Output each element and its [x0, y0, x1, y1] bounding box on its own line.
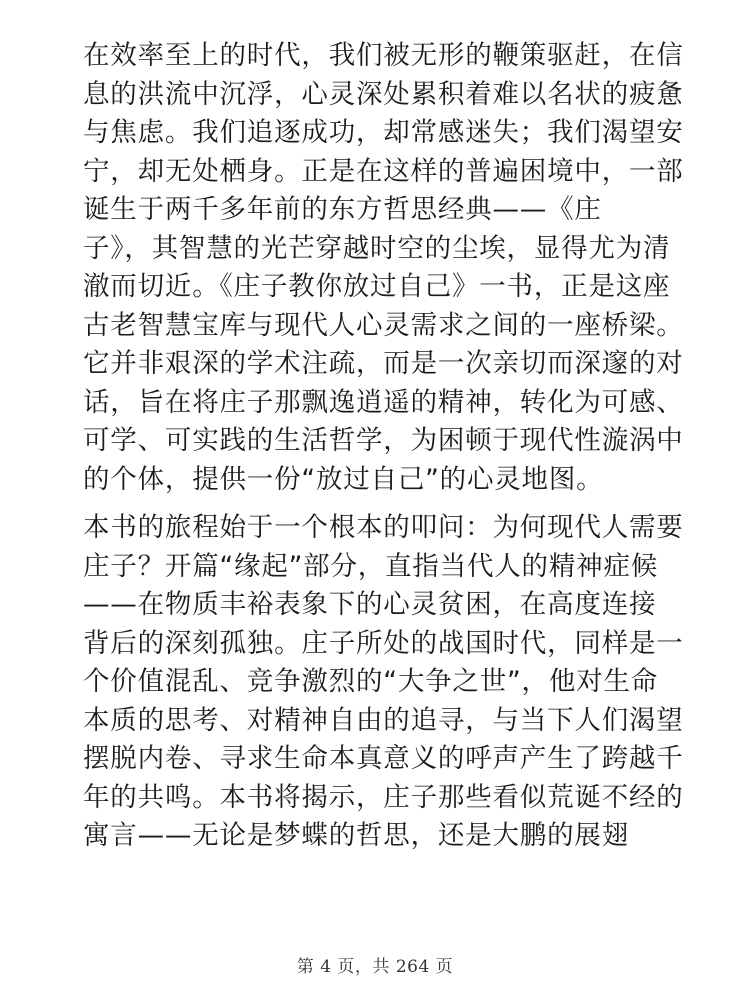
text-line: 可学、可实践的生活哲学，为困顿于现代性漩涡中 — [83, 425, 684, 456]
text-line: 本书的旅程始于一个根本的叩问：为何现代人需要 — [83, 512, 684, 543]
paragraph-2 — [83, 509, 683, 856]
text-line: 摆脱内卷、寻求生命本真意义的呼声产生了跨越千 — [83, 743, 684, 774]
text-line: 与焦虑。我们追逐成功，却常感迷失；我们渴望安 — [83, 117, 684, 148]
text-line: 古老智慧宝库与现代人心灵需求之间的一座桥梁。 — [83, 309, 684, 341]
page-number-footer: 第 4 页，共 264 页 — [296, 957, 454, 977]
text-line: 子》，其智慧的光芒穿越时空的尘埃，显得尤为清 — [83, 232, 671, 264]
paragraph-1 — [83, 37, 683, 499]
text-line: 澈而切近。《庄子教你放过自己》一书，正是这座 — [83, 271, 671, 302]
text-line: ——在物质丰裕表象下的心灵贫困，在高度连接 — [83, 589, 657, 620]
text-line: 本质的思考、对精神自由的追寻，与当下人们渴望 — [83, 704, 684, 736]
text-line: 背后的深刻孤独。庄子所处的战国时代，同样是一 — [83, 627, 684, 659]
page-content — [83, 37, 683, 856]
text-line: 在效率至上的时代，我们被无形的鞭策驱赶，在信 — [83, 40, 684, 71]
text-line: 话，旨在将庄子那飘逸逍遥的精神，转化为可感、 — [83, 386, 684, 418]
text-line: 寓言——无论是梦蝶的哲思，还是大鹏的展翅 — [83, 820, 629, 851]
text-line: 诞生于两千多年前的东方哲思经典——《庄 — [83, 194, 602, 225]
text-line: 它并非艰深的学术注疏，而是一次亲切而深邃的对 — [83, 348, 684, 379]
text-line: 年的共鸣。本书将揭示，庄子那些看似荒诞不经的 — [83, 781, 684, 813]
text-line: 息的洪流中沉浮，心灵深处累积着难以名状的疲惫 — [83, 78, 684, 110]
text-line: 庄子？开篇“缘起”部分，直指当代人的精神症候 — [83, 550, 659, 582]
text-line: 个价值混乱、竞争激烈的“大争之世”，他对生命 — [83, 666, 659, 697]
text-line: 宁，却无处栖身。正是在这样的普遍困境中，一部 — [83, 155, 684, 187]
text-line: 的个体，提供一份“放过自己”的心灵地图。 — [83, 463, 604, 495]
